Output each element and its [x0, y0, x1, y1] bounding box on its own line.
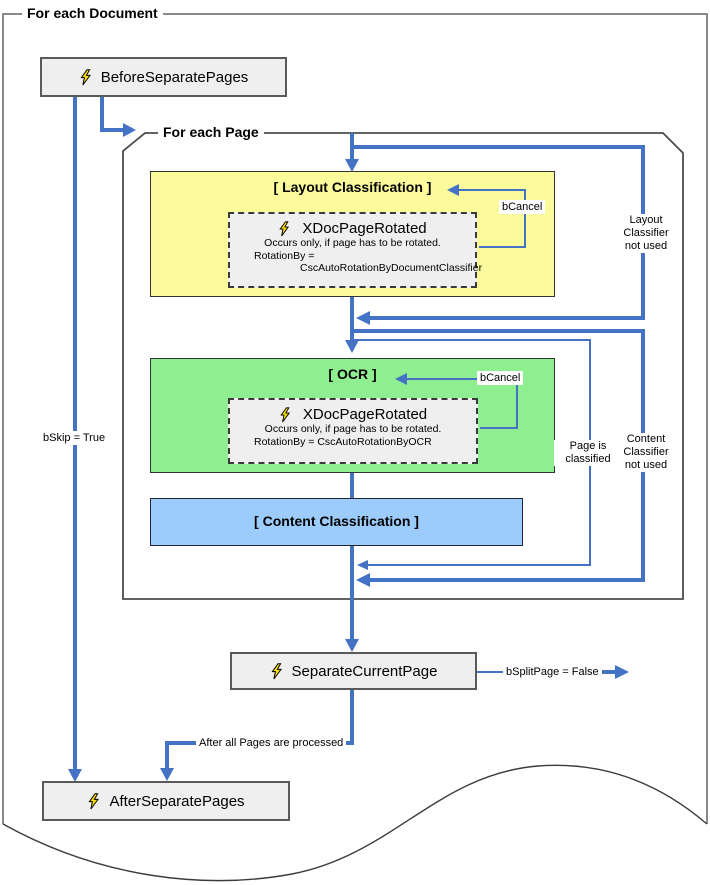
- ocr-event-desc1: Occurs only, if page has to be rotated.: [264, 423, 442, 435]
- before-separate-pages-node: [40, 57, 287, 97]
- layout-event-desc2: RotationBy =: [254, 249, 315, 262]
- layout-not-used-line3: not used: [624, 240, 668, 252]
- layout-not-used-line2: Classifier: [623, 227, 669, 239]
- lightning-icon: [79, 69, 92, 86]
- xdocpagerotated-layout-label: XDocPageRotated: [302, 220, 427, 237]
- separate-arrowhead-icon: [345, 639, 359, 652]
- after-arrowhead-icon: [160, 768, 174, 781]
- ocr-arrowhead-icon: [345, 340, 359, 353]
- before-separate-pages-label: BeforeSeparatePages: [100, 68, 249, 86]
- bcancel-layout-label: bCancel: [499, 200, 545, 214]
- layout-event-desc1: Occurs only, if page has to be rotated.: [264, 237, 441, 249]
- content-not-used-label: [612, 433, 680, 472]
- after-separate-pages-label: AfterSeparatePages: [109, 792, 245, 810]
- before-to-page-arrowhead-icon: [123, 123, 136, 137]
- bcancel-ocr-arrowhead-icon: [395, 373, 407, 385]
- lightning-icon: [270, 663, 283, 680]
- after-pages-processed-label: After all Pages are processed: [196, 736, 346, 750]
- xdocpagerotated-layout-node: [228, 212, 483, 288]
- separate-current-page-label: SeparateCurrentPage: [291, 662, 438, 680]
- layout-arrowhead-icon: [345, 159, 359, 172]
- separate-to-after-line: [167, 690, 352, 769]
- after-separate-pages-node: [42, 781, 290, 821]
- content-classification-title: [ Content Classification ]: [254, 513, 419, 529]
- layout-not-used-arrowhead-icon: [356, 311, 370, 325]
- lightning-icon: [87, 793, 100, 810]
- content-not-used-line2: Classifier: [623, 446, 669, 458]
- layout-event-desc3: CscAutoRotationByDocumentClassifier: [300, 262, 483, 274]
- page-classified-line1: Page is: [569, 440, 607, 452]
- bsplit-arrowhead-icon: [615, 665, 629, 679]
- layout-classification-title: [ Layout Classification ]: [273, 179, 432, 195]
- bsplitpage-label: bSplitPage = False: [503, 665, 602, 679]
- layout-not-used-line1: Layout: [629, 214, 663, 226]
- xdocpagerotated-ocr-node: [228, 398, 478, 464]
- for-each-page-label: For each Page: [158, 124, 264, 140]
- xdocpagerotated-ocr-label: XDocPageRotated: [302, 406, 428, 423]
- content-not-used-line1: Content: [626, 433, 666, 445]
- lightning-icon: [278, 221, 290, 237]
- ocr-event-desc2: RotationBy = CscAutoRotationByOCR: [254, 435, 432, 448]
- layout-not-used-label: [611, 214, 681, 253]
- ocr-title: [ OCR ]: [328, 366, 377, 382]
- page-classified-line2: classified: [565, 453, 611, 465]
- bskip-label: bSkip = True: [40, 431, 108, 445]
- separate-current-page-node: [230, 652, 477, 690]
- page-classified-arrowhead-icon: [357, 560, 368, 570]
- before-to-page-line: [102, 97, 123, 130]
- content-not-used-line3: not used: [624, 459, 668, 471]
- for-each-document-label: For each Document: [22, 5, 163, 21]
- content-not-used-arrowhead-icon: [356, 573, 370, 587]
- bcancel-ocr-label: bCancel: [477, 371, 523, 385]
- bcancel-layout-arrowhead-icon: [447, 184, 459, 196]
- lightning-icon: [279, 407, 291, 423]
